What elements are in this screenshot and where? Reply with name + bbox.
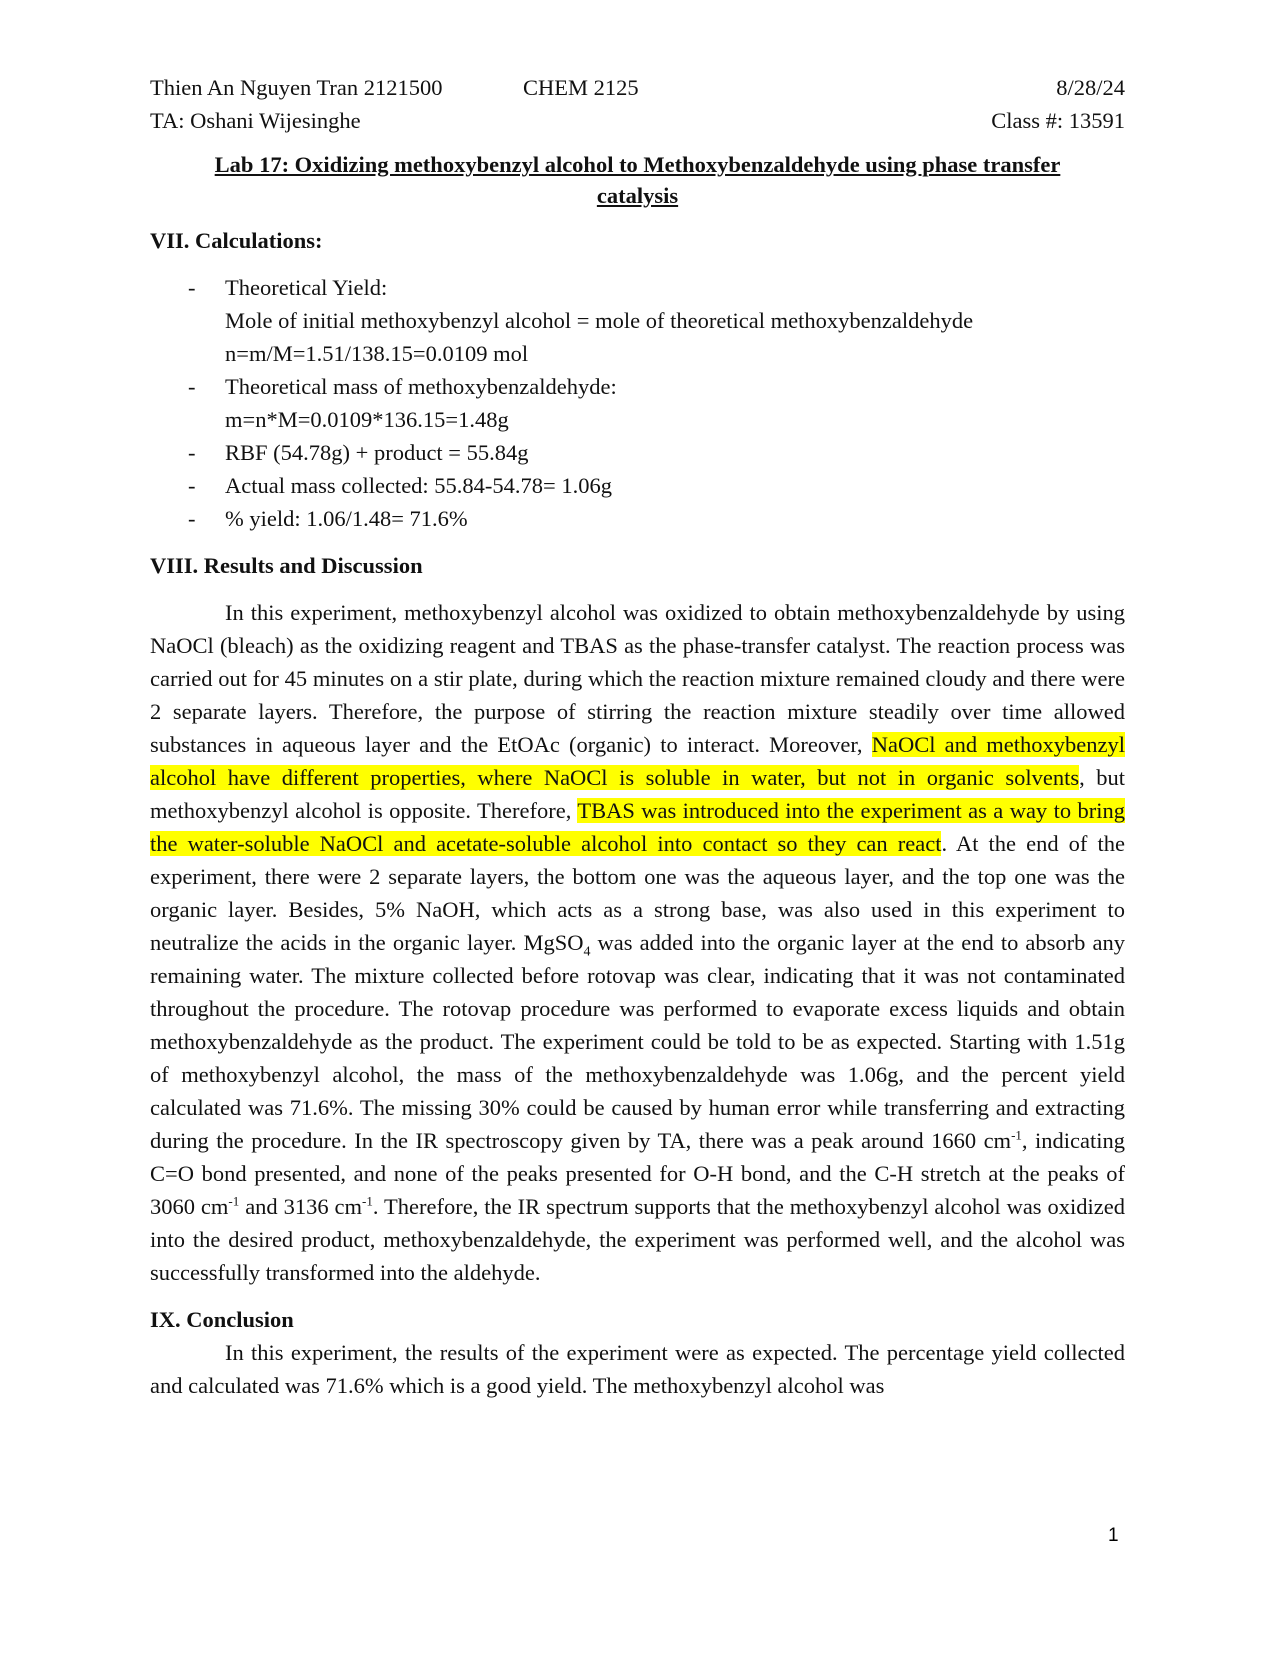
document-page bbox=[150, 0, 1125, 1402]
list-item bbox=[150, 502, 1125, 535]
class-number: Class #: 13591 bbox=[991, 108, 1125, 133]
highlighted-text: TBAS was introduced into the experiment as a way to bring the water-soluble NaOCl and acetate-soluble alcohol into contact so they can react bbox=[150, 798, 1125, 856]
calc-line: RBF (54.78g) + product = 55.84g bbox=[225, 440, 529, 465]
calc-line: % yield: 1.06/1.48= 71.6% bbox=[225, 506, 468, 531]
bullet-dash: - bbox=[188, 473, 196, 498]
results-text: was added into the organic layer at the end to absorb any remaining water. The mixture collected before rotovap was clear, indicating that it was not contaminated throughout the procedure. The rotovap procedure was performed to evaporate excess liquids and obtain methoxybenzaldehyde as the product. The experiment could be told to be as expected. Starting with 1.51g of methoxybenzyl alcohol, the mass of the methoxybenzaldehyde was 1.06g, and the percent yield calculated was 71.6%. The missing 30% could be caused by human error while transferring and extracting during the procedure. In the IR spectroscopy given by TA, there was a peak around 1660 cm bbox=[150, 930, 1125, 1153]
calculations-heading: VII. Calculations: bbox=[150, 228, 323, 253]
calc-line: Theoretical mass of methoxybenzaldehyde: bbox=[225, 374, 617, 399]
results-text: . Therefore, the IR spectrum supports that the methoxybenzyl alcohol was oxidized into the desired product, methoxybenzaldehyde, the experiment was performed well, and the alcohol was successfully transformed into the aldehyde. bbox=[150, 1194, 1125, 1285]
bullet-dash: - bbox=[188, 374, 196, 399]
results-text: , but methoxybenzyl alcohol is opposite. Therefore, bbox=[150, 765, 1125, 823]
page-number: 1 bbox=[1108, 1525, 1119, 1546]
list-item bbox=[150, 469, 1125, 502]
calc-line: n=m/M=1.51/138.15=0.0109 mol bbox=[225, 341, 529, 366]
title-line-2: catalysis bbox=[596, 183, 679, 208]
subscript: 4 bbox=[583, 944, 591, 960]
header-row-2 bbox=[150, 104, 1125, 137]
list-item bbox=[150, 436, 1125, 469]
calc-line: Mole of initial methoxybenzyl alcohol = mole of theoretical methoxybenzaldehyde bbox=[225, 308, 974, 333]
calc-line: Actual mass collected: 55.84-54.78= 1.06g bbox=[225, 473, 612, 498]
results-text: and 3136 cm bbox=[239, 1194, 363, 1219]
list-item bbox=[150, 271, 1125, 370]
page-title bbox=[150, 149, 1125, 211]
bullet-dash: - bbox=[188, 440, 196, 465]
results-text: . At the end of the experiment, there were 2 separate layers, the bottom one was the aqueous layer, and the top one was the organic layer. Besides, 5% NaOH, which acts as a strong base, was also used in this experiment to neutralize the acids in the organic layer. MgSO bbox=[150, 831, 1125, 955]
results-text: In this experiment, methoxybenzyl alcohol was oxidized to obtain methoxybenzaldehyde by using NaOCl (bleach) as the oxidizing reagent and TBAS as the phase-transfer catalyst. The reaction process was carried out for 45 minutes on a stir plate, during which the reaction mixture remained cloudy and there were 2 separate layers. Therefore, the purpose of stirring the reaction mixture steadily over time allowed substances in aqueous layer and the EtOAc (organic) to interact. Moreover, bbox=[150, 600, 1125, 757]
ta-name: TA: Oshani Wijesinghe bbox=[150, 108, 361, 133]
results-paragraph bbox=[150, 596, 1125, 1289]
superscript: -1 bbox=[362, 1193, 373, 1209]
course-code: CHEM 2125 bbox=[523, 75, 639, 100]
results-text: , indicating C=O bond presented, and none of the peaks presented for O-H bond, and the C-H stretch at the peaks of 3060 cm bbox=[150, 1128, 1125, 1219]
calc-line: m=n*M=0.0109*136.15=1.48g bbox=[225, 407, 509, 432]
header-row-1 bbox=[150, 71, 1125, 104]
superscript: -1 bbox=[1011, 1127, 1022, 1143]
calc-line: Theoretical Yield: bbox=[225, 275, 388, 300]
report-date: 8/28/24 bbox=[1056, 75, 1125, 100]
results-heading: VIII. Results and Discussion bbox=[150, 553, 423, 578]
author-name: Thien An Nguyen Tran 2121500 bbox=[150, 75, 443, 100]
conclusion-paragraph: In this experiment, the results of the experiment were as expected. The percentage yield collected and calculated was 71.6% which is a good yield. The methoxybenzyl alcohol was bbox=[150, 1340, 1125, 1398]
bullet-dash: - bbox=[188, 275, 196, 300]
bullet-dash: - bbox=[188, 506, 196, 531]
conclusion-heading: IX. Conclusion bbox=[150, 1307, 294, 1332]
calculations-list bbox=[150, 271, 1125, 535]
list-item bbox=[150, 370, 1125, 436]
title-line-1: Lab 17: Oxidizing methoxybenzyl alcohol to Methoxybenzaldehyde using phase transfer bbox=[214, 152, 1061, 177]
highlighted-text: NaOCl and methoxybenzyl alcohol have different properties, where NaOCl is soluble in water, but not in organic solvents bbox=[150, 732, 1125, 790]
superscript: -1 bbox=[228, 1193, 240, 1209]
